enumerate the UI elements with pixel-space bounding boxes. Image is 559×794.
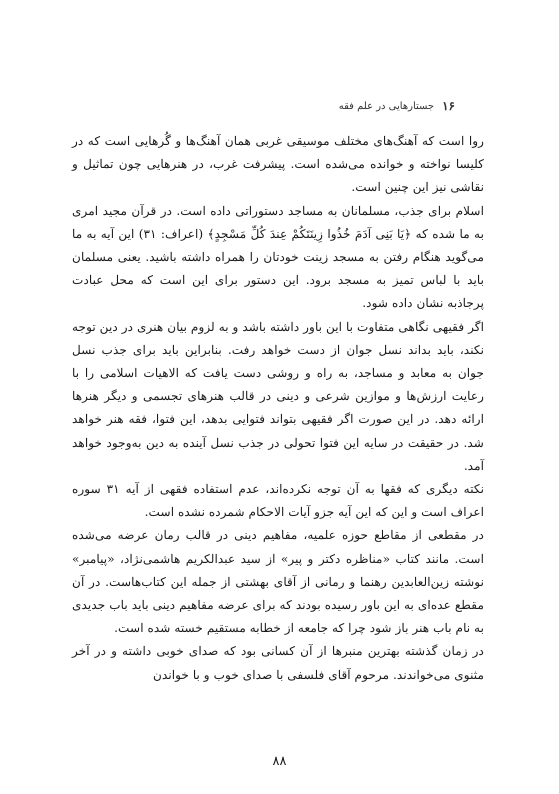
header-title: جستارهایی در علم فقه bbox=[338, 100, 435, 112]
header-page-mark: ۱۶ bbox=[442, 99, 455, 113]
paragraph-3: اگر فقیهی نگاهی متفاوت با این باور داشته باشد و به لزوم بیان هنری در دین توجه نکند، باید بداند نسل جوان از دست خواهد رفت. بنابراین باید برای جذب نسل جوان به معابد و مساجد، به راه و روشی دست یافت که الاهیات اسلامی را با رعایت ارزش‌ها و موازین شرعی و دینی در قالب هنرهای تجسمی و دیگر هنرها ارائه دهد. در این صورت اگر فقیهی بتواند فتوایی بدهد، این فتوا، فقه هنر خواهد شد. در حقیقت در سایه این فتوا تحولی در جذب نسل آینده به دین به‌وجود خواهد آمد. bbox=[72, 319, 484, 473]
running-header bbox=[72, 97, 455, 115]
paragraph-4: نکته دیگری که فقها به آن توجه نکرده‌اند، عدم استفاده فقهی از آیه ۳۱ سوره اعراف است و این که این آیه جزو آیات الاحکام شمرده نشده است. bbox=[72, 482, 484, 520]
paragraph-2: اسلام برای جذب، مسلمانان به مساجد دستوراتی داده است. در قرآن مجید امری به ما شده که ﴿یَا بَنِی آدَمَ خُذُوا زِینَتَکُمْ عِندَ کُلِّ مَسْجِدٍ﴾ (اعراف: ۳۱) این آیه به ما می‌گوید هنگام رفتن به مسجد زینت خودتان را همراه داشته باشید. یعنی مسلمان باید با لباس تمیز به مسجد برود. این دستور برای این است که محل عبادت پرجاذبه نشان داده شود. bbox=[72, 203, 484, 311]
page-number: ۸۸ bbox=[272, 754, 287, 769]
body-text bbox=[72, 130, 484, 687]
paragraph-1: روا است که آهنگ‌های مختلف موسیقی غربی همان آهنگ‌ها و گُرهایی است که در کلیسا نواخته و خوانده می‌شده است. پیشرفت غرب، در هنرهایی چون تماثیل و نقاشی نیز این چنین است. bbox=[72, 134, 484, 195]
paragraph-5: در مقطعی از مقاطع حوزه علمیه، مفاهیم دینی در قالب رمان عرضه می‌شده است. مانند کتاب «مناظره دکتر و پیر» از سید عبدالکریم هاشمی‌نژاد، «پیامبر» نوشته زین‌العابدین رهنما و رمانی از آقای بهشتی از جمله این کتاب‌هاست. در آن مقطع عده‌ای به این باور رسیده بودند که برای عرضه مفاهیم دینی باید باب جدیدی به نام باب هنر باز شود چرا که جامعه از خطابه مستقیم خسته شده است. bbox=[72, 528, 484, 636]
paragraph-6: در زمان گذشته بهترین منبرها از آن کسانی بود که صدای خوبی داشته و در آخر مثنوی می‌خواندند. مرحوم آقای فلسفی با صدای خوب و با خواندن bbox=[72, 644, 484, 682]
